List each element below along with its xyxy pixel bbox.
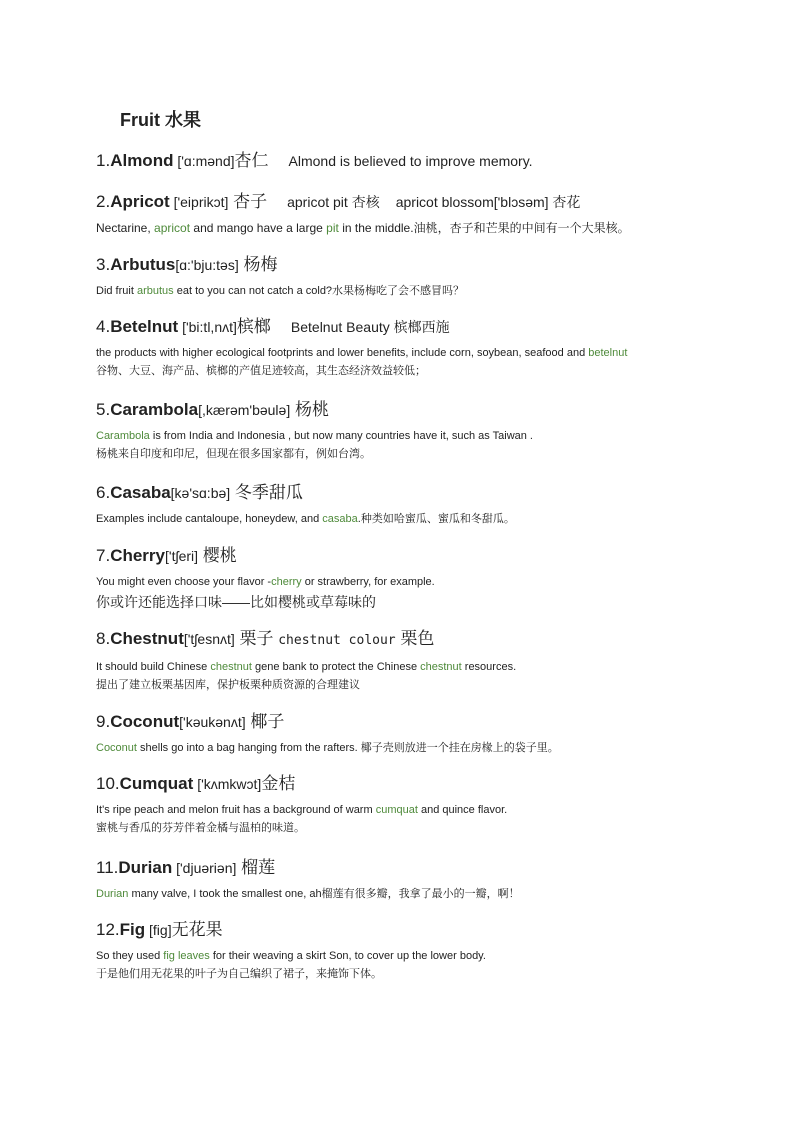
example-sentence: the products with higher ecological footprints and lower benefits, include corn, soybean, seafood and betelnut	[96, 347, 628, 359]
entry-heading	[96, 545, 736, 567]
entry-cherry	[96, 545, 736, 611]
entry-word: Betelnut	[110, 317, 179, 336]
example-sentence: Examples include cantaloupe, honeydew, and casaba.种类如哈蜜瓜、蜜瓜和冬甜瓜。	[96, 513, 515, 525]
entry-heading	[96, 857, 736, 879]
entry-heading	[96, 150, 736, 172]
entry-coconut	[96, 711, 736, 756]
entry-chinese: 椰子	[245, 712, 285, 731]
example-sentence: It's ripe peach and melon fruit has a background of warm cumquat and quince flavor.	[96, 804, 508, 816]
example-translation: 蜜桃与香瓜的芬芳伴着金橘与温柏的味道。	[96, 822, 305, 834]
entry-phonetic: ['eiprikɔt]	[169, 194, 229, 210]
entry-heading	[96, 919, 736, 941]
entry-phonetic: ['ɑ:mənd]	[173, 153, 235, 169]
entry-almond	[96, 150, 736, 172]
entry-chinese: 榴莲	[236, 858, 276, 877]
entry-phonetic: ['kəukənʌt]	[179, 714, 246, 730]
entry-chinese: 栗子	[234, 629, 279, 648]
entry-word: Durian	[118, 858, 173, 877]
entry-word: Fig	[119, 920, 146, 939]
entry-betelnut	[96, 316, 736, 379]
entry-chinese: 杨梅	[238, 255, 278, 274]
entry-number: 10.	[96, 774, 120, 793]
entry-note: Betelnut Beauty 槟榔西施	[290, 319, 450, 335]
entry-number: 4.	[96, 317, 111, 336]
entry-durian	[96, 857, 736, 902]
example-sentence: Did fruit arbutus eat to you can not catch a cold?水果杨梅吃了会不感冒吗？	[96, 285, 465, 297]
entry-casaba	[96, 482, 736, 527]
entry-word: Carambola	[110, 400, 199, 419]
example-sentence: Nectarine, apricot and mango have a large pit in the middle.油桃，杏子和芒果的中间有一个大果核。	[96, 221, 630, 235]
entry-number: 11.	[96, 858, 119, 877]
example-translation: 杨桃来自印度和印尼，但现在很多国家都有，例如台湾。	[96, 448, 371, 460]
entry-heading	[96, 191, 736, 213]
entry-phonetic: ['kʌmkwɔt]	[193, 776, 262, 792]
entry-number: 2.	[96, 192, 111, 211]
entry-chinese: 樱桃	[198, 546, 237, 565]
entry-note: chestnut colour	[278, 633, 396, 648]
entry-chinese: 杨桃	[290, 400, 329, 419]
entry-word: Almond	[110, 151, 174, 170]
entry-phonetic: ['tʃeri]	[165, 548, 199, 564]
entry-word: Casaba	[110, 483, 171, 502]
entry-phonetic: [fiɡ]	[145, 922, 172, 938]
entry-arbutus	[96, 254, 736, 299]
entry-heading	[96, 254, 736, 276]
entry-heading	[96, 628, 736, 652]
example-translation: 于是他们用无花果的叶子为自己编织了裙子，来掩饰下体。	[96, 968, 382, 980]
entry-heading	[96, 482, 736, 504]
entry-phonetic: ['djuəriən]	[172, 860, 237, 876]
example-sentence: Durian many valve, I took the smallest one, ah榴莲有很多瓣，我拿了最小的一瓣，啊！	[96, 888, 520, 900]
entry-word: Cumquat	[119, 774, 194, 793]
example-translation: 谷物、大豆、海产品、槟榔的产值足迹较高，其生态经济效益较低；	[96, 365, 426, 377]
entry-fig	[96, 919, 736, 982]
entry-chinese: 杏仁	[234, 151, 269, 170]
example-translation: 提出了建立板栗基因库，保护板栗种质资源的合理建议	[96, 679, 360, 691]
entry-carambola	[96, 399, 736, 462]
entry-number: 12.	[96, 920, 120, 939]
entry-chinese: 金桔	[261, 774, 296, 793]
entry-number: 7.	[96, 546, 111, 565]
example-sentence: So they used fig leaves for their weaving a skirt Son, to cover up the lower body.	[96, 950, 486, 962]
entry-note: Almond is believed to improve memory.	[288, 153, 533, 169]
entry-word: Apricot	[110, 192, 170, 211]
entry-cumquat	[96, 773, 736, 836]
entry-apricot	[96, 191, 736, 236]
entry-word: Arbutus	[110, 255, 176, 274]
example-sentence: It should build Chinese chestnut gene bank to protect the Chinese chestnut resources.	[96, 661, 517, 673]
example-sentence: Carambola is from India and Indonesia , but now many countries have it, such as Taiwan .	[96, 430, 533, 442]
entry-note: apricot blossom['blɔsəm] 杏花	[395, 194, 581, 210]
entry-phonetic: ['tʃesnʌt]	[183, 631, 235, 647]
entry-note: apricot pit 杏核	[287, 194, 380, 210]
entry-heading	[96, 711, 736, 733]
entry-heading	[96, 399, 736, 421]
entry-number: 1.	[96, 151, 111, 170]
entry-chinese: 槟榔	[236, 317, 271, 336]
example-translation: 你或许还能选择口味——比如樱桃或草莓味的	[96, 594, 376, 610]
entry-number: 6.	[96, 483, 111, 502]
entry-word: Chestnut	[110, 629, 184, 648]
entry-chestnut	[96, 628, 736, 693]
entry-number: 5.	[96, 400, 111, 419]
entry-phonetic: ['bi:tl,nʌt]	[178, 319, 237, 335]
entry-phonetic: [kə'sɑ:bə]	[170, 485, 231, 501]
entry-heading	[96, 773, 736, 795]
entry-phonetic: [ɑ:'bju:təs]	[175, 257, 239, 273]
entry-number: 8.	[96, 629, 111, 648]
entry-chinese: 杏子	[228, 192, 268, 211]
entry-chinese: 冬季甜瓜	[230, 483, 303, 502]
entry-number: 9.	[96, 712, 111, 731]
entry-word: Cherry	[110, 546, 165, 565]
entry-phonetic: [,kærəm'bəulə]	[198, 402, 291, 418]
document-title: Fruit 水果	[120, 110, 201, 130]
entry-note-chinese: 栗色	[395, 629, 435, 648]
entry-word: Coconut	[110, 712, 180, 731]
example-sentence: You might even choose your flavor -cherry or strawberry, for example.	[96, 576, 435, 588]
entry-chinese: 无花果	[171, 920, 223, 939]
example-sentence: Coconut shells go into a bag hanging from the rafters. 椰子壳则放进一个挂在房椽上的袋子里。	[96, 742, 559, 754]
entry-heading	[96, 316, 736, 338]
entry-number: 3.	[96, 255, 111, 274]
